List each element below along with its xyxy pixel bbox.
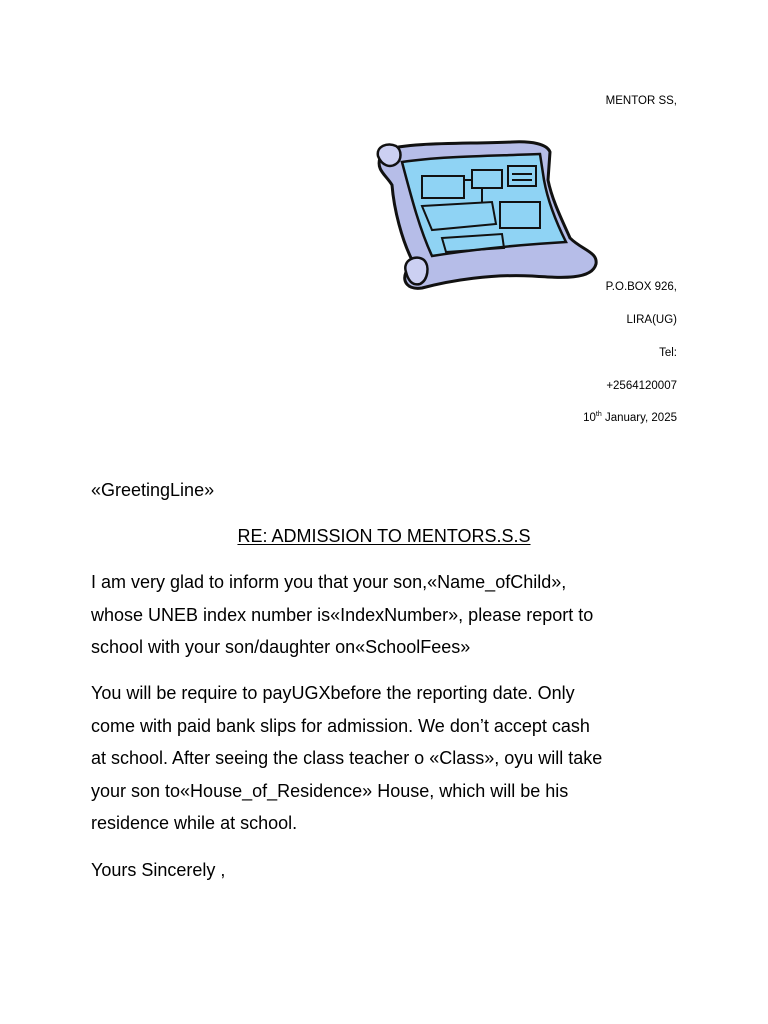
school-name: MENTOR SS, <box>605 95 677 107</box>
paragraph-1-line: I am very glad to inform you that your son,«Name_ofChild», <box>91 572 567 592</box>
paragraph-1 <box>91 566 691 664</box>
tel-label: Tel: <box>659 347 677 359</box>
paragraph-2-line: at school. After seeing the class teacher o «Class», oyu will take <box>91 748 603 768</box>
greeting-line: «GreetingLine» <box>91 480 215 500</box>
blueprint-scroll-icon <box>372 140 602 290</box>
date-day: 10 <box>583 412 596 424</box>
paragraph-2-line: residence while at school. <box>91 813 298 833</box>
phone-number: +2564120007 <box>606 380 677 392</box>
po-box: P.O.BOX 926, <box>605 281 677 293</box>
paragraph-1-line: whose UNEB index number is«IndexNumber», please report to <box>91 604 594 625</box>
date-rest: January, 2025 <box>601 412 677 424</box>
paragraph-2 <box>91 677 691 840</box>
subject-line: RE: ADMISSION TO MENTORS.S.S <box>237 526 531 546</box>
paragraph-2-line: You will be require to payUGXbefore the reporting date. Only <box>91 683 575 703</box>
city: LIRA(UG) <box>626 314 677 326</box>
closing-line: Yours Sincerely , <box>91 860 226 880</box>
paragraph-2-line: come with paid bank slips for admission. We don’t accept cash <box>91 715 590 736</box>
letter-date <box>583 412 677 424</box>
date-suffix: th <box>595 411 602 419</box>
paragraph-1-line: school with your son/daughter on«SchoolFees» <box>91 637 471 657</box>
paragraph-2-line: your son to«House_of_Residence» House, which will be his <box>91 780 569 801</box>
